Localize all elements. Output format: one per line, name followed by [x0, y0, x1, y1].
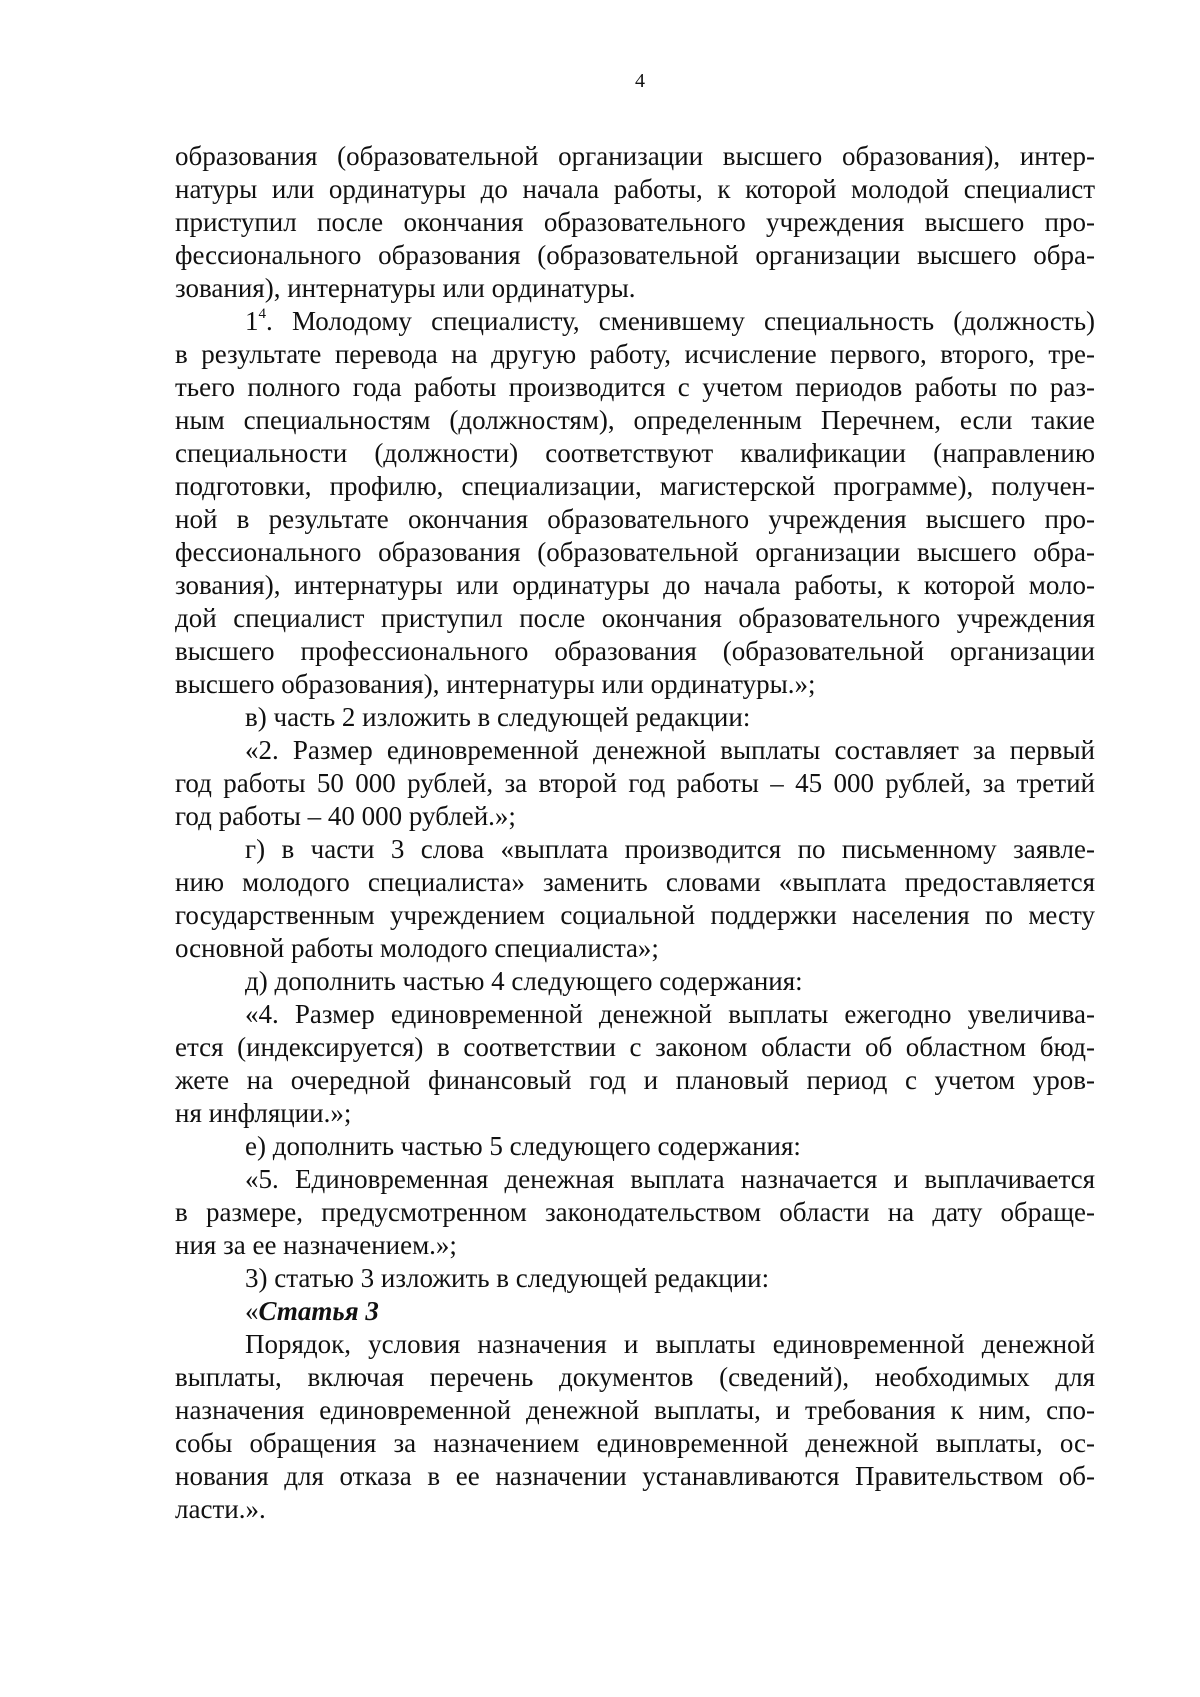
- line-text: выплаты, включая перечень документов (сведений), необходимых для: [175, 1362, 1095, 1392]
- line-text-continued: . Молодому специалисту, сменившему специальность (должность): [266, 306, 1095, 336]
- line-text: ется (индексируется) в соответствии с законом области об областном бюд-: [175, 1032, 1095, 1062]
- text-line: [175, 272, 1095, 305]
- text-line: [175, 1328, 1095, 1361]
- line-text: ния за ее назначением.»;: [175, 1230, 457, 1260]
- text-line: [175, 965, 1095, 998]
- text-line: [175, 899, 1095, 932]
- article-heading: Статья 3: [258, 1296, 379, 1326]
- line-text: зования), интернатуры или ординатуры.: [175, 273, 636, 303]
- text-line: [175, 536, 1095, 569]
- text-line: [175, 1262, 1095, 1295]
- text-line: [175, 1394, 1095, 1427]
- text-line: [175, 800, 1095, 833]
- line-text: год работы – 40 000 рублей.»;: [175, 801, 516, 831]
- text-line: [175, 206, 1095, 239]
- line-text: ным специальностям (должностям), определенным Перечнем, если такие: [175, 405, 1095, 435]
- text-line: [175, 1493, 1095, 1526]
- text-line: [175, 668, 1095, 701]
- line-text: «4. Размер единовременной денежной выплаты ежегодно увеличива-: [245, 999, 1095, 1029]
- line-text: в результате перевода на другую работу, исчисление первого, второго, тре-: [175, 339, 1095, 369]
- text-line: [175, 602, 1095, 635]
- line-text: г) в части 3 слова «выплата производится по письменному заявле-: [245, 834, 1095, 864]
- line-text: образования (образовательной организации высшего образования), интер-: [175, 141, 1095, 171]
- text-line: [175, 734, 1095, 767]
- line-text: государственным учреждением социальной поддержки населения по месту: [175, 900, 1095, 930]
- text-line: [175, 1460, 1095, 1493]
- line-text: основной работы молодого специалиста»;: [175, 933, 659, 963]
- superscript: 4: [258, 306, 266, 322]
- text-line: [175, 833, 1095, 866]
- text-line: [175, 437, 1095, 470]
- text-line: [175, 371, 1095, 404]
- line-text: Порядок, условия назначения и выплаты единовременной денежной: [245, 1329, 1095, 1359]
- line-text: зования), интернатуры или ординатуры до начала работы, к которой моло-: [175, 570, 1095, 600]
- document-body: [175, 140, 1095, 1526]
- line-text: специальности (должности) соответствуют квалификации (направлению: [175, 438, 1095, 468]
- text-line: [175, 1295, 1095, 1328]
- line-text: натуры или ординатуры до начала работы, к которой молодой специалист: [175, 174, 1095, 204]
- line-text: нию молодого специалиста» заменить словами «выплата предоставляется: [175, 867, 1095, 897]
- text-line: [175, 404, 1095, 437]
- text-line: [175, 1427, 1095, 1460]
- line-text: жете на очередной финансовый год и плановый период с учетом уров-: [175, 1065, 1095, 1095]
- text-line: [175, 1361, 1095, 1394]
- line-text: высшего профессионального образования (образовательной организации: [175, 636, 1095, 666]
- text-line: [175, 305, 1095, 338]
- line-text: 3) статью 3 изложить в следующей редакции:: [245, 1263, 770, 1293]
- line-text: «2. Размер единовременной денежной выплаты составляет за первый: [245, 735, 1095, 765]
- page-number: 4: [635, 70, 645, 92]
- line-text: собы обращения за назначением единовременной денежной выплаты, ос-: [175, 1428, 1095, 1458]
- line-text: 1: [245, 306, 259, 336]
- text-line: [175, 635, 1095, 668]
- text-line: [175, 866, 1095, 899]
- text-line: [175, 140, 1095, 173]
- line-text: е) дополнить частью 5 следующего содержания:: [245, 1131, 801, 1161]
- text-line: [175, 1163, 1095, 1196]
- line-text: ласти.».: [175, 1494, 266, 1524]
- line-text: год работы 50 000 рублей, за второй год работы – 45 000 рублей, за третий: [175, 768, 1095, 798]
- line-text: фессионального образования (образовательной организации высшего обра-: [175, 240, 1095, 270]
- line-text: тьего полного года работы производится с учетом периодов работы по раз-: [175, 372, 1095, 402]
- text-line: [175, 701, 1095, 734]
- text-line: [175, 1196, 1095, 1229]
- line-text: ной в результате окончания образовательного учреждения высшего про-: [175, 504, 1095, 534]
- text-line: [175, 569, 1095, 602]
- line-text: фессионального образования (образовательной организации высшего обра-: [175, 537, 1095, 567]
- text-line: [175, 470, 1095, 503]
- text-line: [175, 998, 1095, 1031]
- text-line: [175, 173, 1095, 206]
- line-text: приступил после окончания образовательного учреждения высшего про-: [175, 207, 1095, 237]
- text-line: [175, 503, 1095, 536]
- line-text: дой специалист приступил после окончания образовательного учреждения: [175, 603, 1095, 633]
- text-line: [175, 1097, 1095, 1130]
- text-line: [175, 932, 1095, 965]
- line-text: в размере, предусмотренном законодательством области на дату обраще-: [175, 1197, 1095, 1227]
- line-text: «: [245, 1296, 259, 1326]
- text-line: [175, 1130, 1095, 1163]
- text-line: [175, 1229, 1095, 1262]
- text-line: [175, 239, 1095, 272]
- line-text: «5. Единовременная денежная выплата назначается и выплачивается: [245, 1164, 1095, 1194]
- text-line: [175, 338, 1095, 371]
- line-text: назначения единовременной денежной выплаты, и требования к ним, спо-: [175, 1395, 1095, 1425]
- line-text: в) часть 2 изложить в следующей редакции:: [245, 702, 751, 732]
- text-line: [175, 1064, 1095, 1097]
- line-text: нования для отказа в ее назначении устанавливаются Правительством об-: [175, 1461, 1095, 1491]
- line-text: высшего образования), интернатуры или ординатуры.»;: [175, 669, 816, 699]
- line-text: подготовки, профилю, специализации, магистерской программе), получен-: [175, 471, 1095, 501]
- text-line: [175, 1031, 1095, 1064]
- line-text: д) дополнить частью 4 следующего содержания:: [245, 966, 803, 996]
- text-line: [175, 767, 1095, 800]
- line-text: ня инфляции.»;: [175, 1098, 352, 1128]
